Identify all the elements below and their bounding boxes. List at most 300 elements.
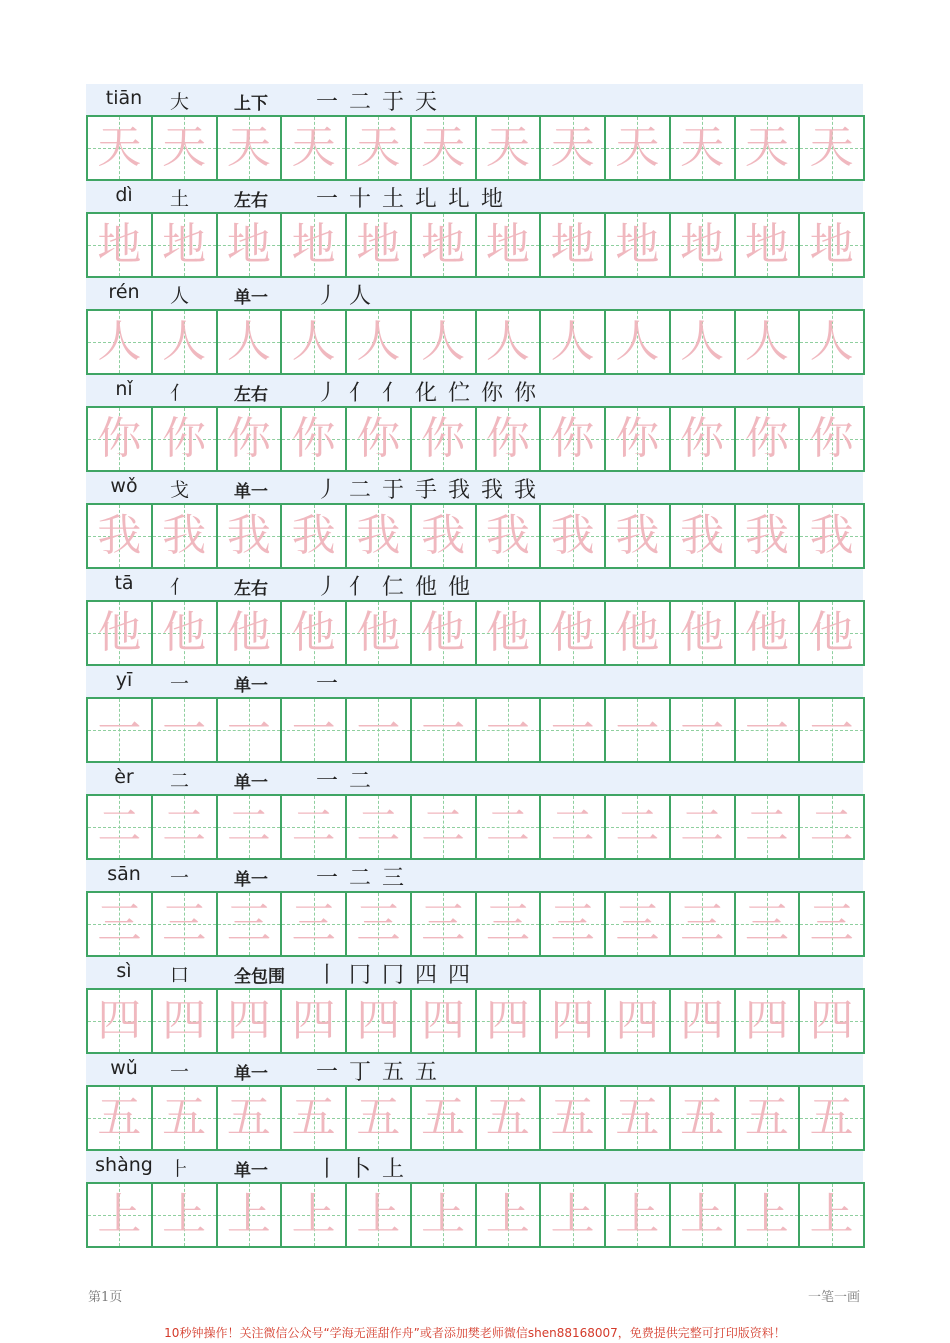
tracing-cell[interactable] <box>669 990 734 1052</box>
trace-character: 上 <box>680 1189 725 1240</box>
tracing-cell[interactable] <box>669 311 734 373</box>
tracing-cell[interactable] <box>216 214 281 276</box>
trace-character: 他 <box>615 607 660 658</box>
tracing-cell[interactable] <box>280 893 345 955</box>
tracing-cell[interactable] <box>669 893 734 955</box>
tracing-cell[interactable] <box>539 505 604 567</box>
tracing-cell[interactable] <box>410 214 475 276</box>
tracing-cell[interactable] <box>475 408 540 470</box>
tracing-cell[interactable] <box>151 214 216 276</box>
trace-character: 四 <box>550 995 595 1046</box>
trace-character: 一 <box>550 704 595 755</box>
trace-character: 五 <box>744 1092 789 1143</box>
trace-character: 人 <box>550 316 595 367</box>
trace-character: 你 <box>291 413 336 464</box>
tracing-cell[interactable] <box>151 1087 216 1149</box>
tracing-cell[interactable] <box>345 1184 410 1246</box>
tracing-cell[interactable] <box>475 990 540 1052</box>
trace-character: 四 <box>162 995 207 1046</box>
radical: 一 <box>170 673 190 695</box>
tracing-cell[interactable] <box>734 893 799 955</box>
tracing-cell[interactable] <box>280 408 345 470</box>
structure: 单一 <box>234 482 268 502</box>
tracing-cell[interactable] <box>604 893 669 955</box>
trace-character: 他 <box>356 607 401 658</box>
tracing-cell[interactable] <box>669 505 734 567</box>
tracing-cell[interactable] <box>539 311 604 373</box>
trace-character: 上 <box>744 1189 789 1240</box>
tracing-cell[interactable] <box>734 1184 799 1246</box>
trace-character: 五 <box>291 1092 336 1143</box>
trace-character: 二 <box>226 801 271 852</box>
trace-character: 二 <box>97 801 142 852</box>
trace-character: 他 <box>485 607 530 658</box>
trace-character: 二 <box>680 801 725 852</box>
row-header <box>86 1151 863 1182</box>
tracing-cell[interactable] <box>669 699 734 761</box>
tracing-cell[interactable] <box>734 214 799 276</box>
tracing-cell[interactable] <box>539 990 604 1052</box>
trace-character: 天 <box>97 122 142 173</box>
tracing-cell[interactable] <box>280 1087 345 1149</box>
tracing-cell[interactable] <box>410 796 475 858</box>
trace-character: 四 <box>421 995 466 1046</box>
trace-character: 天 <box>226 122 271 173</box>
trace-character: 四 <box>809 995 854 1046</box>
trace-character: 人 <box>680 316 725 367</box>
tracing-cell[interactable] <box>151 117 216 179</box>
row-header <box>86 278 863 309</box>
tracing-cell[interactable] <box>798 117 863 179</box>
tracing-cell[interactable] <box>151 505 216 567</box>
tracing-cell[interactable] <box>669 214 734 276</box>
trace-character: 地 <box>162 219 207 270</box>
trace-character: 一 <box>421 704 466 755</box>
pinyin: yī <box>115 669 133 691</box>
trace-character: 一 <box>97 704 142 755</box>
tracing-cell[interactable] <box>216 1184 281 1246</box>
tracing-cell[interactable] <box>669 1087 734 1149</box>
tracing-cell[interactable] <box>151 602 216 664</box>
trace-character: 二 <box>291 801 336 852</box>
row-header <box>86 1054 863 1085</box>
trace-character: 他 <box>291 607 336 658</box>
trace-character: 五 <box>162 1092 207 1143</box>
radical: ⺊ <box>170 1158 190 1180</box>
tracing-cell[interactable] <box>604 990 669 1052</box>
tracing-cell[interactable] <box>475 602 540 664</box>
pinyin: sì <box>116 960 132 982</box>
character-row <box>86 375 863 472</box>
trace-character: 人 <box>162 316 207 367</box>
trace-character: 我 <box>680 510 725 561</box>
tracing-cell[interactable] <box>216 505 281 567</box>
tracing-cell[interactable] <box>216 602 281 664</box>
tracing-cell[interactable] <box>345 990 410 1052</box>
tracing-cell[interactable] <box>410 311 475 373</box>
structure: 左右 <box>234 191 268 211</box>
tracing-cell[interactable] <box>734 699 799 761</box>
radical: 人 <box>170 285 190 307</box>
promo-notice: 10秒钟操作！关注微信公众号“学海无涯甜作舟”或者添加樊老师微信shen88168007，免费提供完整可打印版资料！ <box>164 1326 786 1340</box>
trace-character: 四 <box>97 995 142 1046</box>
pinyin: shàng <box>95 1154 153 1176</box>
stroke-order: 一 十 土 圠 圠 地 <box>316 187 505 212</box>
structure: 单一 <box>234 870 268 890</box>
tracing-cell[interactable] <box>604 602 669 664</box>
tracing-cell[interactable] <box>345 1087 410 1149</box>
tracing-cell[interactable] <box>280 214 345 276</box>
pinyin: tā <box>114 572 134 594</box>
tracing-cell[interactable] <box>475 796 540 858</box>
tracing-cell[interactable] <box>475 214 540 276</box>
trace-character: 你 <box>162 413 207 464</box>
tracing-cell[interactable] <box>669 1184 734 1246</box>
tracing-cell[interactable] <box>151 408 216 470</box>
tracing-cell[interactable] <box>475 505 540 567</box>
trace-character: 三 <box>162 898 207 949</box>
structure: 左右 <box>234 579 268 599</box>
tracing-cell[interactable] <box>798 602 863 664</box>
tracing-cell[interactable] <box>539 1184 604 1246</box>
tracing-cell[interactable] <box>734 505 799 567</box>
trace-character: 三 <box>356 898 401 949</box>
tracing-cell[interactable] <box>798 214 863 276</box>
trace-character: 我 <box>356 510 401 561</box>
tracing-cell[interactable] <box>88 796 151 858</box>
trace-character: 上 <box>162 1189 207 1240</box>
character-row <box>86 84 863 181</box>
trace-character: 五 <box>809 1092 854 1143</box>
tracing-cell[interactable] <box>88 505 151 567</box>
tracing-cell[interactable] <box>734 117 799 179</box>
writing-grid <box>86 794 865 860</box>
character-row <box>86 569 863 666</box>
tracing-cell[interactable] <box>410 990 475 1052</box>
tracing-cell[interactable] <box>410 117 475 179</box>
trace-character: 你 <box>615 413 660 464</box>
tracing-cell[interactable] <box>669 602 734 664</box>
pinyin: rén <box>108 281 140 303</box>
trace-character: 天 <box>744 122 789 173</box>
tracing-cell[interactable] <box>345 408 410 470</box>
tracing-cell[interactable] <box>604 408 669 470</box>
trace-character: 五 <box>421 1092 466 1143</box>
tracing-cell[interactable] <box>604 1184 669 1246</box>
stroke-order: 一 二 三 <box>316 866 406 891</box>
tracing-cell[interactable] <box>604 1087 669 1149</box>
row-header <box>86 84 863 115</box>
pinyin: wǔ <box>110 1057 138 1079</box>
trace-character: 四 <box>226 995 271 1046</box>
tracing-cell[interactable] <box>151 311 216 373</box>
trace-character: 天 <box>356 122 401 173</box>
trace-character: 三 <box>291 898 336 949</box>
trace-character: 天 <box>550 122 595 173</box>
tracing-cell[interactable] <box>216 117 281 179</box>
tracing-cell[interactable] <box>151 1184 216 1246</box>
character-row <box>86 1054 863 1151</box>
tracing-cell[interactable] <box>669 117 734 179</box>
tracing-cell[interactable] <box>88 1184 151 1246</box>
pinyin: sān <box>107 863 141 885</box>
tracing-cell[interactable] <box>216 699 281 761</box>
tracing-cell[interactable] <box>216 1087 281 1149</box>
tracing-cell[interactable] <box>345 505 410 567</box>
trace-character: 一 <box>744 704 789 755</box>
tracing-cell[interactable] <box>280 602 345 664</box>
structure: 左右 <box>234 385 268 405</box>
row-header <box>86 860 863 891</box>
trace-character: 二 <box>162 801 207 852</box>
stroke-order: 丨 卜 上 <box>316 1157 406 1182</box>
tracing-cell[interactable] <box>539 117 604 179</box>
writing-grid <box>86 406 865 472</box>
tracing-cell[interactable] <box>280 117 345 179</box>
tracing-cell[interactable] <box>280 699 345 761</box>
trace-character: 你 <box>744 413 789 464</box>
trace-character: 二 <box>485 801 530 852</box>
tracing-cell[interactable] <box>410 408 475 470</box>
pinyin: tiān <box>105 87 143 109</box>
stroke-order: 一 <box>316 672 341 697</box>
tracing-cell[interactable] <box>88 408 151 470</box>
tracing-cell[interactable] <box>88 602 151 664</box>
tracing-cell[interactable] <box>345 311 410 373</box>
trace-character: 上 <box>485 1189 530 1240</box>
tracing-cell[interactable] <box>151 796 216 858</box>
tracing-cell[interactable] <box>798 1184 863 1246</box>
trace-character: 他 <box>226 607 271 658</box>
tracing-cell[interactable] <box>734 311 799 373</box>
tracing-cell[interactable] <box>669 408 734 470</box>
trace-character: 一 <box>615 704 660 755</box>
stroke-order: 丿 亻 亻 化 伫 你 你 <box>316 381 538 406</box>
tracing-cell[interactable] <box>475 1184 540 1246</box>
tracing-cell[interactable] <box>216 893 281 955</box>
trace-character: 他 <box>421 607 466 658</box>
trace-character: 二 <box>615 801 660 852</box>
trace-character: 天 <box>809 122 854 173</box>
trace-character: 五 <box>615 1092 660 1143</box>
pinyin: nǐ <box>115 378 133 400</box>
tracing-cell[interactable] <box>475 1087 540 1149</box>
trace-character: 人 <box>291 316 336 367</box>
radical: 口 <box>170 964 190 986</box>
trace-character: 地 <box>680 219 725 270</box>
radical: 亻 <box>170 382 190 404</box>
trace-character: 你 <box>421 413 466 464</box>
trace-character: 我 <box>744 510 789 561</box>
stroke-order: 丿 人 <box>316 284 373 309</box>
tracing-cell[interactable] <box>345 117 410 179</box>
tracing-cell[interactable] <box>539 408 604 470</box>
footer-title: 一笔一画 <box>807 1290 860 1305</box>
trace-character: 一 <box>162 704 207 755</box>
writing-grid <box>86 1182 865 1248</box>
tracing-cell[interactable] <box>539 699 604 761</box>
structure: 上下 <box>234 94 268 114</box>
tracing-cell[interactable] <box>798 1087 863 1149</box>
tracing-cell[interactable] <box>798 311 863 373</box>
trace-character: 四 <box>356 995 401 1046</box>
trace-character: 地 <box>226 219 271 270</box>
tracing-cell[interactable] <box>280 505 345 567</box>
pinyin: wǒ <box>110 475 138 497</box>
trace-character: 我 <box>421 510 466 561</box>
trace-character: 上 <box>291 1189 336 1240</box>
radical: 土 <box>170 188 190 210</box>
trace-character: 四 <box>291 995 336 1046</box>
stroke-order: 一 丁 五 五 <box>316 1060 439 1085</box>
tracing-cell[interactable] <box>280 311 345 373</box>
trace-character: 我 <box>550 510 595 561</box>
trace-character: 人 <box>356 316 401 367</box>
trace-character: 地 <box>421 219 466 270</box>
trace-character: 人 <box>809 316 854 367</box>
tracing-cell[interactable] <box>151 699 216 761</box>
tracing-cell[interactable] <box>604 505 669 567</box>
trace-character: 人 <box>615 316 660 367</box>
tracing-cell[interactable] <box>734 602 799 664</box>
stroke-order: 丿 亻 仁 他 他 <box>316 575 472 600</box>
tracing-cell[interactable] <box>475 893 540 955</box>
tracing-cell[interactable] <box>410 1087 475 1149</box>
tracing-cell[interactable] <box>410 602 475 664</box>
tracing-cell[interactable] <box>410 1184 475 1246</box>
tracing-cell[interactable] <box>88 117 151 179</box>
writing-grid <box>86 115 865 181</box>
tracing-cell[interactable] <box>151 990 216 1052</box>
trace-character: 人 <box>421 316 466 367</box>
tracing-cell[interactable] <box>410 699 475 761</box>
writing-grid <box>86 1085 865 1151</box>
tracing-cell[interactable] <box>345 214 410 276</box>
tracing-cell[interactable] <box>88 990 151 1052</box>
character-row <box>86 763 863 860</box>
trace-character: 五 <box>97 1092 142 1143</box>
tracing-cell[interactable] <box>475 699 540 761</box>
trace-character: 上 <box>97 1189 142 1240</box>
trace-character: 我 <box>291 510 336 561</box>
trace-character: 地 <box>291 219 336 270</box>
tracing-cell[interactable] <box>539 796 604 858</box>
tracing-cell[interactable] <box>798 699 863 761</box>
tracing-cell[interactable] <box>798 796 863 858</box>
row-header <box>86 763 863 794</box>
character-row <box>86 860 863 957</box>
trace-character: 你 <box>226 413 271 464</box>
tracing-cell[interactable] <box>88 1087 151 1149</box>
tracing-cell[interactable] <box>798 893 863 955</box>
tracing-cell[interactable] <box>345 699 410 761</box>
tracing-cell[interactable] <box>280 990 345 1052</box>
tracing-cell[interactable] <box>345 893 410 955</box>
trace-character: 三 <box>550 898 595 949</box>
trace-character: 上 <box>550 1189 595 1240</box>
trace-character: 一 <box>356 704 401 755</box>
tracing-cell[interactable] <box>734 796 799 858</box>
tracing-cell[interactable] <box>798 505 863 567</box>
trace-character: 你 <box>356 413 401 464</box>
tracing-cell[interactable] <box>734 990 799 1052</box>
trace-character: 四 <box>485 995 530 1046</box>
trace-character: 你 <box>97 413 142 464</box>
tracing-cell[interactable] <box>151 893 216 955</box>
trace-character: 天 <box>485 122 530 173</box>
tracing-cell[interactable] <box>539 1087 604 1149</box>
trace-character: 天 <box>291 122 336 173</box>
structure: 单一 <box>234 676 268 696</box>
tracing-cell[interactable] <box>410 893 475 955</box>
tracing-cell[interactable] <box>280 796 345 858</box>
tracing-cell[interactable] <box>539 214 604 276</box>
tracing-cell[interactable] <box>604 214 669 276</box>
tracing-cell[interactable] <box>216 408 281 470</box>
character-row <box>86 472 863 569</box>
tracing-cell[interactable] <box>475 311 540 373</box>
tracing-cell[interactable] <box>798 408 863 470</box>
tracing-cell[interactable] <box>216 990 281 1052</box>
tracing-cell[interactable] <box>539 893 604 955</box>
tracing-cell[interactable] <box>345 602 410 664</box>
tracing-cell[interactable] <box>798 990 863 1052</box>
tracing-cell[interactable] <box>604 117 669 179</box>
tracing-cell[interactable] <box>88 893 151 955</box>
trace-character: 地 <box>744 219 789 270</box>
trace-character: 天 <box>615 122 660 173</box>
writing-grid <box>86 891 865 957</box>
tracing-cell[interactable] <box>88 214 151 276</box>
tracing-cell[interactable] <box>216 796 281 858</box>
row-header <box>86 666 863 697</box>
practice-sheet <box>86 84 863 1248</box>
character-row <box>86 666 863 763</box>
tracing-cell[interactable] <box>88 699 151 761</box>
tracing-cell[interactable] <box>734 408 799 470</box>
radical: 二 <box>170 770 190 792</box>
row-header <box>86 375 863 406</box>
trace-character: 一 <box>485 704 530 755</box>
tracing-cell[interactable] <box>604 699 669 761</box>
writing-grid <box>86 212 865 278</box>
tracing-cell[interactable] <box>604 796 669 858</box>
tracing-cell[interactable] <box>604 311 669 373</box>
trace-character: 人 <box>744 316 789 367</box>
tracing-cell[interactable] <box>410 505 475 567</box>
trace-character: 我 <box>97 510 142 561</box>
tracing-cell[interactable] <box>88 311 151 373</box>
radical: 一 <box>170 867 190 889</box>
trace-character: 地 <box>550 219 595 270</box>
tracing-cell[interactable] <box>280 1184 345 1246</box>
tracing-cell[interactable] <box>734 1087 799 1149</box>
trace-character: 天 <box>421 122 466 173</box>
tracing-cell[interactable] <box>345 796 410 858</box>
stroke-order: 丿 二 于 手 我 我 我 <box>316 478 538 503</box>
writing-grid <box>86 697 865 763</box>
stroke-order: 一 二 <box>316 769 373 794</box>
tracing-cell[interactable] <box>539 602 604 664</box>
stroke-order: 一 二 于 天 <box>316 90 439 115</box>
tracing-cell[interactable] <box>669 796 734 858</box>
structure: 单一 <box>234 1161 268 1181</box>
tracing-cell[interactable] <box>475 117 540 179</box>
trace-character: 他 <box>162 607 207 658</box>
trace-character: 三 <box>485 898 530 949</box>
trace-character: 二 <box>809 801 854 852</box>
tracing-cell[interactable] <box>216 311 281 373</box>
